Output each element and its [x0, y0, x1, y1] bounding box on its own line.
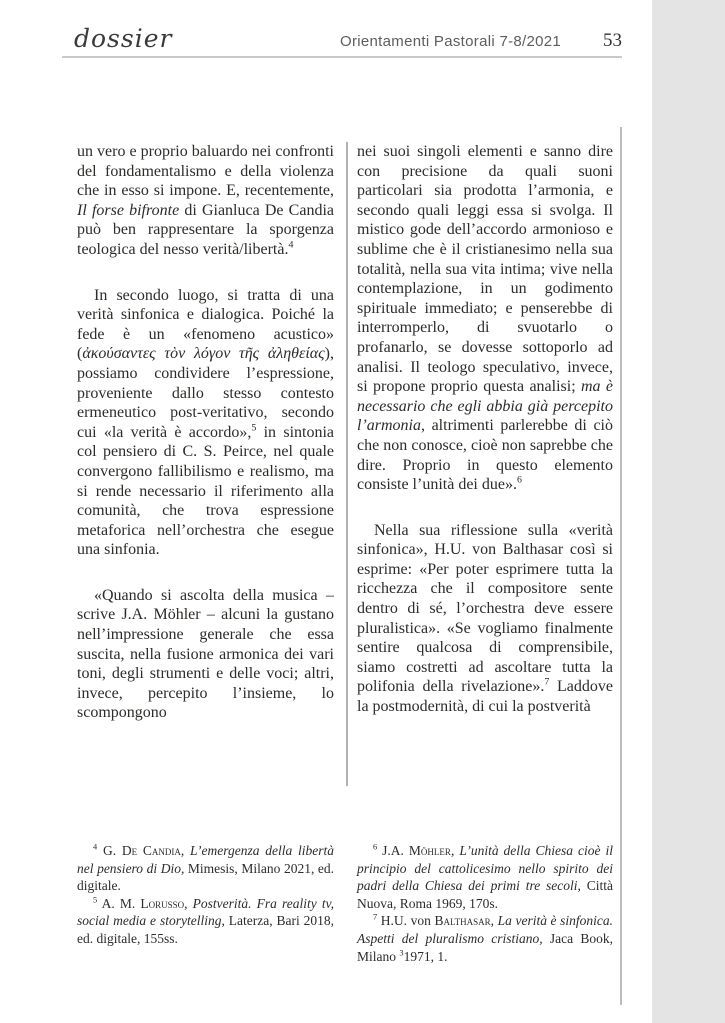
text-run: 5 — [93, 895, 98, 905]
text-run: 7 — [544, 677, 550, 689]
paragraph — [77, 286, 334, 560]
text-run: , — [180, 843, 190, 858]
page-header — [62, 22, 622, 58]
footnotes-right — [357, 842, 613, 965]
paragraph — [77, 586, 334, 723]
text-run: , Jaca Book, Milano — [357, 930, 614, 964]
text-run: L’emergenza della libertà nel pensiero di Dio — [77, 843, 335, 876]
text-run: In secondo luogo, si tratta di una verità sinfonica e dialogica. Poiché la fede è un «fenomeno acustico» ( — [77, 286, 334, 363]
running-title: Orientamenti Pastorali 7-8/2021 — [340, 33, 562, 50]
text-run: 3 — [399, 948, 404, 958]
text-run: 4 — [93, 842, 98, 852]
column-divider-rule — [346, 142, 348, 786]
page-number: 53 — [603, 30, 622, 51]
text-run: , Mimesis, Milano 2021, ed. digitale. — [77, 860, 335, 894]
text-run: Möhler — [408, 843, 451, 858]
text-run: , altrimenti parlerebbe di ciò che non conosce, cioè non saprebbe che dire. Proprio in questo elemento consiste l’unità dei due». — [357, 417, 613, 494]
text-run: , Laterza, Bari 2018, ed. digitale, 155ss. — [77, 913, 334, 946]
text-run: J.A. — [377, 843, 409, 858]
text-run: 5 — [251, 422, 257, 434]
text-run: Nella sua riflessione sulla «verità sinfonica», H.U. von Balthasar così si esprime: «Per poter esprimere tutta la ricchezza che il compositore sente dentro di sé, l’orchestra deve essere pluralistica». «Se vogliamo finalmente sentire qualcosa di comprensibile, siamo costretti ad ascoltare tutta la polifonia della rivelazione». — [357, 521, 613, 696]
dossier-logo: dossier — [74, 24, 173, 53]
right-margin-rule — [620, 127, 622, 1005]
paragraph-continuation — [357, 142, 613, 495]
text-run: , — [490, 913, 498, 929]
right-column — [357, 142, 613, 717]
text-run: di Gianluca De Candia può ben rappresentare la sporgenza teologica del nesso verità/libertà. — [77, 201, 334, 258]
footnote-4 — [77, 842, 334, 895]
text-run: La verità è sinfonica. Aspetti del pluralismo cristiano — [357, 913, 614, 946]
text-run: Laddove la postmodernità, di cui la postverità — [357, 678, 613, 716]
text-run: ἀκούσαντες τὸν λόγον τῆς ἀληθείας — [82, 345, 325, 363]
text-run: L’unità della Chiesa cioè il principio del cattolicesimo nello spirito dei padri della Chiesa dei primi tre secoli — [357, 843, 614, 894]
text-run: De Candia — [121, 843, 181, 858]
text-run: 6 — [373, 842, 378, 852]
text-run: A. M. — [97, 895, 141, 911]
paragraph-continuation — [77, 142, 334, 260]
text-run: G. — [97, 843, 122, 858]
text-run: 6 — [516, 474, 522, 486]
text-run: Il forse bifronte — [77, 201, 180, 219]
footnotes-left — [77, 842, 334, 948]
text-run: Postverità. Fra reality tv, social media e storytelling — [77, 895, 334, 929]
footnote-6 — [357, 842, 613, 912]
text-run: Lorusso — [140, 895, 185, 911]
text-run: in sintonia col pensiero di C. S. Peirce, nel quale convergono fallibilismo e realismo, ma si rende necessario il riferimento alla comunità, che trova espressione metaforica nell’orchestra che esegue una sinfonia. — [77, 423, 334, 559]
text-run: 4 — [288, 239, 294, 251]
text-run: , — [450, 843, 460, 858]
text-run: 1971, 1. — [403, 948, 448, 964]
text-run: 7 — [373, 912, 378, 922]
footnote-5 — [77, 895, 334, 948]
text-run: , — [184, 895, 193, 911]
text-run: ), possiamo condividere l’espressione, proveniente dallo stesso contesto ermeneutico post-veritativo, secondo cui «la verità è accordo», — [77, 345, 334, 441]
text-run: , Città Nuova, Roma 1969, 170s. — [357, 878, 613, 911]
text-run: Balthasar — [434, 913, 491, 929]
text-run: H.U. von — [377, 913, 435, 929]
dossier-side-band — [652, 0, 725, 1023]
text-run: nei suoi singoli elementi e sanno dire con precisione da quali suoni particolari sia prodotta l’armonia, e secondo quali leggi essa si svolga. Il mistico gode dell’accordo armonioso e sublime che è il cristianesimo nella sua totalità, nella sua vita intima; vive nella contemplazione, in un godimento spirituale immediato; e penserebbe di interromperlo, di svuotarlo o profanarlo, se dovesse sottoporlo ad analisi. Il teologo speculativo, invece, si propone proprio questa analisi; — [357, 143, 613, 396]
paragraph — [357, 521, 613, 717]
left-column — [77, 142, 334, 723]
text-run: un vero e proprio baluardo nei confronti del fondamentalismo e della violenza che in esso si impone. E, recentemente, — [77, 143, 334, 200]
text-run: «Quando si ascolta della musica – scrive J.A. Möhler – alcuni la gustano nell’impressione generale che essa suscita, nella fusione armonica dei vari toni, degli strumenti e delle voci; altri, invece, percepito l’insieme, lo scompongono — [77, 586, 334, 722]
text-run: ma è necessario che egli abbia già percepito l’armonia — [357, 378, 613, 435]
footnote-7 — [357, 912, 613, 965]
